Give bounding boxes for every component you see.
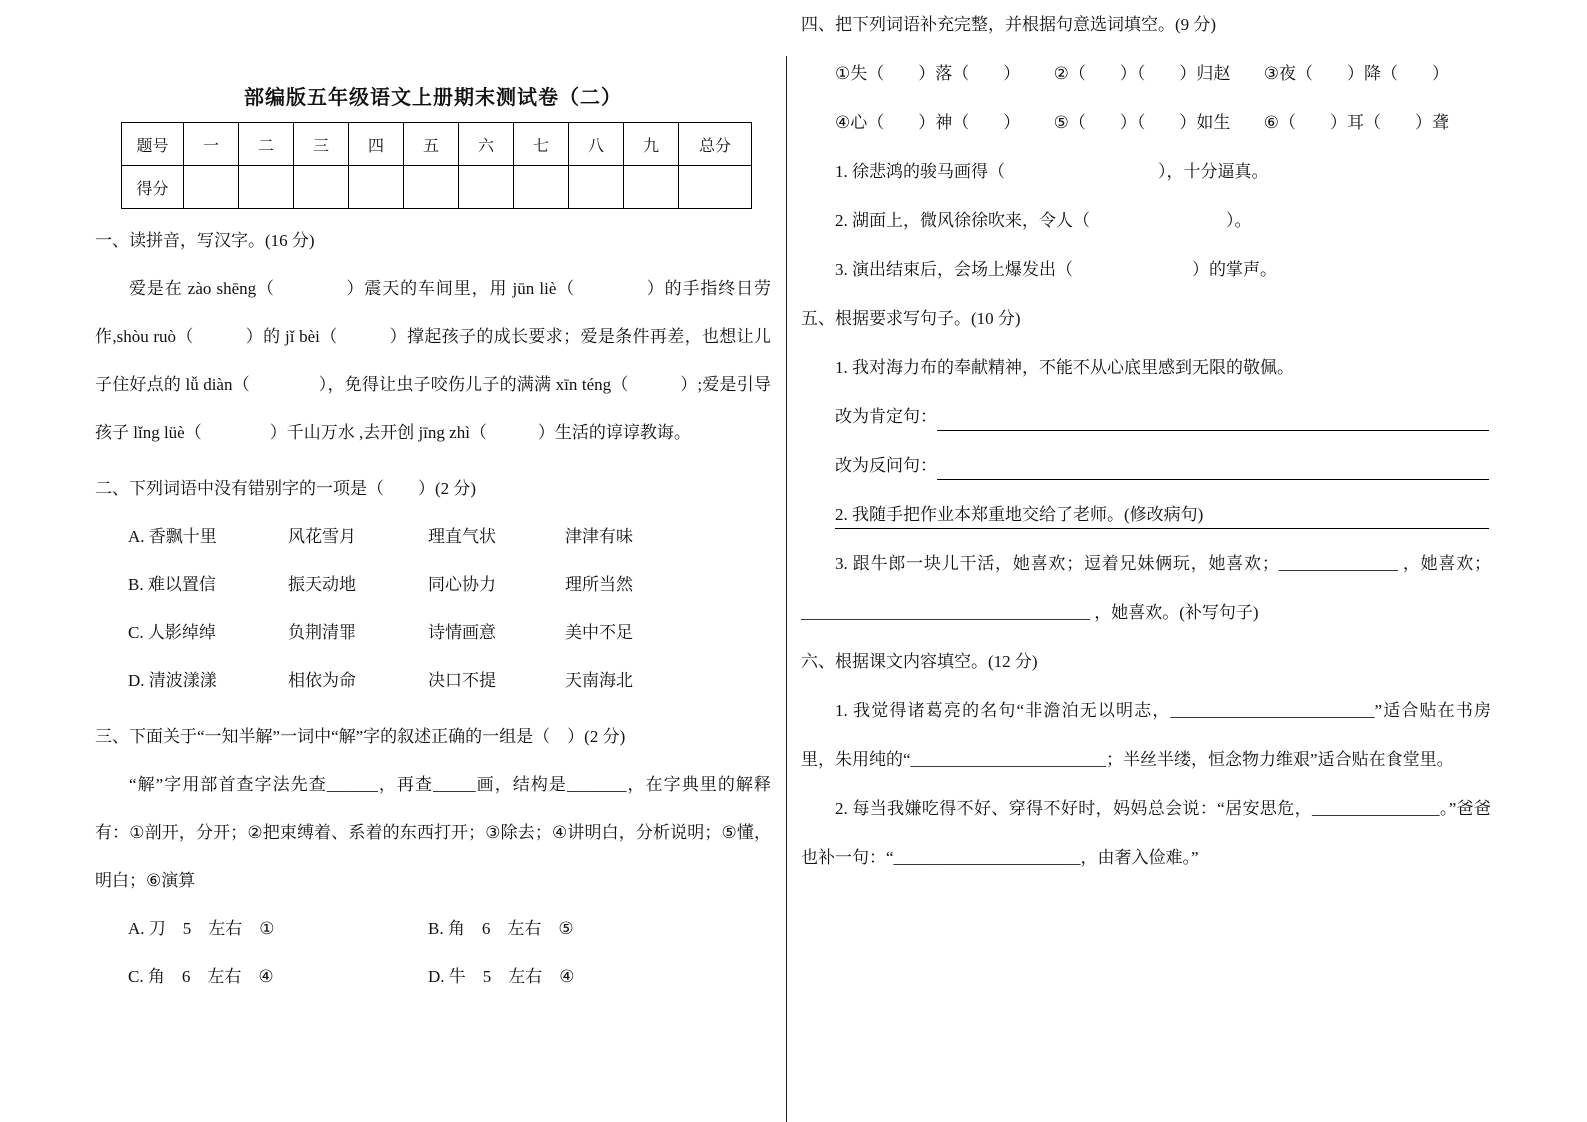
rewrite-sentence-1: 1. 我对海力布的奉献精神，不能不从心底里感到无限的敬佩。 — [835, 358, 1294, 377]
rhetorical-answer-row — [801, 441, 1491, 490]
score-empty-cell — [404, 166, 459, 209]
column-divider — [786, 56, 787, 1122]
option-row-ab — [95, 905, 771, 953]
option-row-b — [95, 561, 771, 609]
score-empty-cell — [569, 166, 624, 209]
option-choice: C. 角 6 左右 ④ — [128, 967, 274, 986]
option-word: 负荆清罪 — [288, 623, 356, 642]
sentence-item-2: 2. 湖面上，微风徐徐吹来，令人（ ）。 — [835, 211, 1252, 230]
score-table-header-cell: 二 — [239, 123, 294, 166]
section-1-heading: 一、读拼音，写汉字。(16 分) — [95, 231, 315, 250]
score-table-header-row — [122, 123, 752, 166]
fill-word: ⑥（ ）耳（ ）聋 — [1263, 113, 1449, 132]
option-row-d — [95, 657, 771, 705]
option-word: 津津有味 — [565, 527, 633, 546]
answer-blank — [937, 441, 1491, 490]
section-3-body: “解”字用部首查字法先查______，再查_____画，结构是_______，在字典里的解释有：①剖开，分开；②把束缚着、系着的东西打开；③除去；④讲明白，分析说明；⑤懂，明白；⑥演算 — [95, 775, 771, 890]
option-choice: B. 角 6 左右 ⑤ — [428, 919, 574, 938]
option-word: 理所当然 — [565, 575, 633, 594]
option-row-a — [95, 513, 771, 561]
fill-word: ①失（ ）落（ ） — [835, 64, 1021, 83]
text-fill-item-2: 2. 每当我嫌吃得不好、穿得不好时，妈妈总会说：“居安思危，_______________。”爸爸也补一句：“______________________，由奢入俭难。” — [801, 799, 1491, 867]
pinyin-paragraph: 爱是在 zào shēng（ ）震天的车间里，用 jūn liè（ ）的手指终日劳作,shòu ruò（ ）的 jǐ bèi（ ）撑起孩子的成长要求；爱是条件再差，也想让儿子住好点的 lǚ diàn（ ），免得让虫子咬伤儿子的满满 xīn téng（ ）;爱是引导孩子 lǐng lüè（ ）千山万水 ,去开创 jīng zhì（ ）生活的谆谆教诲。 — [95, 279, 771, 442]
score-table-header-cell: 九 — [624, 123, 679, 166]
affirmative-answer-row — [801, 392, 1491, 441]
score-table-header-cell: 三 — [294, 123, 349, 166]
score-empty-cell — [514, 166, 569, 209]
option-row-cd — [95, 953, 771, 1001]
score-empty-cell — [184, 166, 239, 209]
score-empty-cell — [294, 166, 349, 209]
left-column — [95, 0, 771, 1001]
score-empty-cell — [459, 166, 514, 209]
completion-sentence-3: 3. 跟牛郎一块儿干活，她喜欢；逗着兄妹俩玩，她喜欢；______________ ，她喜欢；__________________________________ ，她喜欢。(补写句子) — [801, 554, 1491, 622]
score-empty-cell — [239, 166, 294, 209]
score-table-header-cell: 五 — [404, 123, 459, 166]
text-fill-item-1: 1. 我觉得诸葛亮的名句“非澹泊无以明志，________________________”适合贴在书房里，朱用纯的“_______________________；半丝半缕，恒念物力维艰”适合贴在食堂里。 — [801, 701, 1491, 769]
option-choice: A. 刀 5 左右 ① — [128, 919, 275, 938]
section-6-heading: 六、根据课文内容填空。(12 分) — [801, 652, 1038, 671]
sentence-item-3: 3. 演出结束后，会场上爆发出（ ）的掌声。 — [835, 260, 1277, 279]
right-column — [801, 0, 1491, 882]
exam-title: 部编版五年级语文上册期末测试卷（二） — [244, 87, 622, 109]
option-word: 同心协力 — [428, 575, 496, 594]
option-word: D. 清波漾漾 — [128, 671, 217, 690]
score-table-header-cell: 题号 — [122, 123, 184, 166]
option-word: 相依为命 — [288, 671, 356, 690]
rhetorical-label: 改为反问句： — [835, 456, 937, 475]
score-label-cell: 得分 — [122, 166, 184, 209]
affirmative-label: 改为肯定句： — [835, 407, 937, 426]
score-table-header-cell: 一 — [184, 123, 239, 166]
score-table — [121, 122, 752, 209]
option-word: 天南海北 — [565, 671, 633, 690]
sentence-item-1: 1. 徐悲鸿的骏马画得（ ），十分逼真。 — [835, 162, 1269, 181]
option-word: A. 香飘十里 — [128, 527, 217, 546]
fill-word: ⑤（ ）（ ）如生 — [1053, 113, 1231, 132]
answer-blank — [937, 392, 1491, 441]
option-word: 美中不足 — [565, 623, 633, 642]
option-word: C. 人影绰绰 — [128, 623, 216, 642]
option-row-c — [95, 609, 771, 657]
fill-words-row-1 — [801, 49, 1491, 98]
section-3-heading: 三、下面关于“一知半解”一词中“解”字的叙述正确的一组是（ ）(2 分) — [95, 727, 626, 746]
score-table-header-cell: 四 — [349, 123, 404, 166]
fill-word: ③夜（ ）降（ ） — [1263, 64, 1449, 83]
option-word: 决口不提 — [428, 671, 496, 690]
option-word: 振天动地 — [288, 575, 356, 594]
option-word: 诗情画意 — [428, 623, 496, 642]
score-empty-cell — [679, 166, 752, 209]
fill-word: ④心（ ）神（ ） — [835, 113, 1021, 132]
fill-word: ②（ ）（ ）归赵 — [1053, 64, 1231, 83]
option-word: 理直气状 — [428, 527, 496, 546]
fill-words-row-2 — [801, 98, 1491, 147]
score-table-header-cell: 八 — [569, 123, 624, 166]
option-choice: D. 牛 5 左右 ④ — [428, 967, 575, 986]
section-5-heading: 五、根据要求写句子。(10 分) — [801, 309, 1021, 328]
rewrite-sentence-2: 2. 我随手把作业本郑重地交给了老师。(修改病句) — [835, 505, 1204, 524]
score-table-score-row — [122, 166, 752, 209]
section-4-heading: 四、把下列词语补充完整，并根据句意选词填空。(9 分) — [801, 15, 1217, 34]
score-empty-cell — [349, 166, 404, 209]
score-table-header-cell: 七 — [514, 123, 569, 166]
option-word: 风花雪月 — [288, 527, 356, 546]
score-table-header-cell: 六 — [459, 123, 514, 166]
score-table-header-cell: 总分 — [679, 123, 752, 166]
score-empty-cell — [624, 166, 679, 209]
section-2-heading: 二、下列词语中没有错别字的一项是（ ）(2 分) — [95, 479, 477, 498]
option-word: B. 难以置信 — [128, 575, 216, 594]
